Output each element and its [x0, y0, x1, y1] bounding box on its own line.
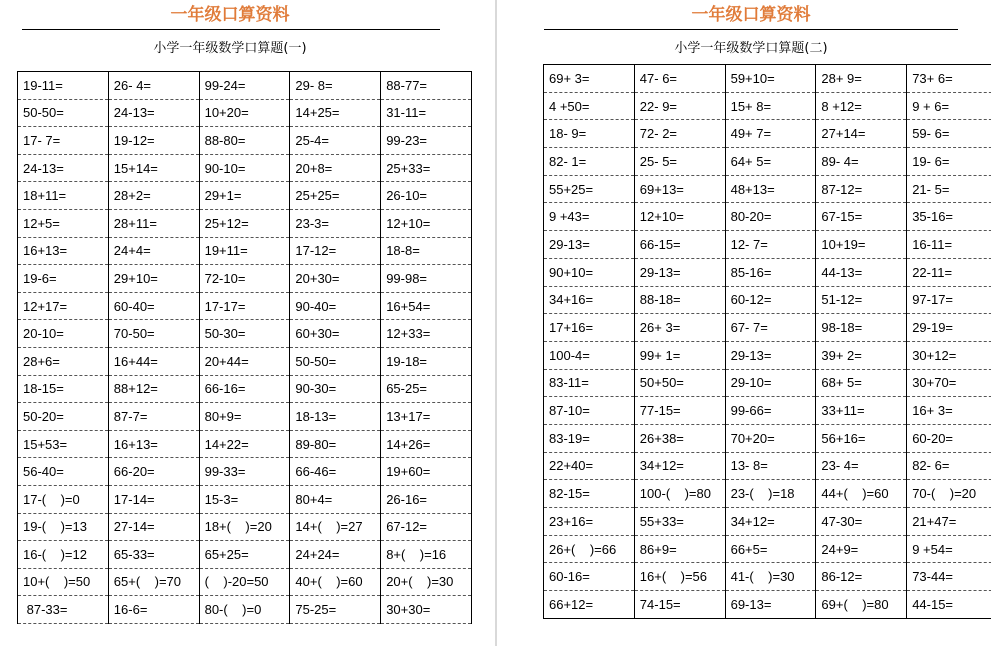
problem-row [544, 231, 991, 259]
problem-cell: 51-12= [816, 286, 907, 314]
problem-cell: 25- 5= [634, 148, 725, 176]
problem-row [18, 513, 472, 541]
worksheet-page-2 [497, 0, 991, 646]
problem-cell: 25+25= [290, 182, 381, 210]
problem-row [544, 563, 991, 591]
problem-cell: 69+ 3= [544, 65, 635, 93]
problem-cell: 66+12= [544, 591, 635, 619]
problem-cell: 34+12= [634, 452, 725, 480]
problem-cell: 87-10= [544, 397, 635, 425]
problem-cell: 16+54= [381, 292, 472, 320]
problem-cell: 21+47= [907, 508, 991, 536]
problem-cell: 23-( )=18 [725, 480, 816, 508]
problem-cell: 17-( )=0 [18, 485, 109, 513]
problem-row [544, 369, 991, 397]
problem-row [18, 347, 472, 375]
problem-cell: 9 +43= [544, 203, 635, 231]
problem-row [544, 65, 991, 93]
problem-cell: 25+33= [381, 154, 472, 182]
problem-cell: 8+( )=16 [381, 541, 472, 569]
problem-row [18, 182, 472, 210]
problem-cell: 20+( )=30 [381, 568, 472, 596]
problem-cell: 98-18= [816, 314, 907, 342]
problem-cell: 88-77= [381, 72, 472, 100]
worksheet-subtitle: 小学一年级数学口算题(二) [674, 41, 828, 56]
problem-cell: 66+5= [725, 535, 816, 563]
problem-row [18, 154, 472, 182]
problem-table [543, 64, 991, 619]
problem-cell: 90-40= [290, 292, 381, 320]
problem-cell: 59+10= [725, 65, 816, 93]
problem-cell: 16+13= [18, 237, 109, 265]
problem-cell: 47-30= [816, 508, 907, 536]
problem-cell: 30+70= [907, 369, 991, 397]
problem-cell: 10+( )=50 [18, 568, 109, 596]
problem-cell: 10+19= [816, 231, 907, 259]
problem-cell: 19-( )=13 [18, 513, 109, 541]
problem-cell: 26-16= [381, 485, 472, 513]
problem-row [18, 458, 472, 486]
problem-cell: 17-12= [290, 237, 381, 265]
problem-row [544, 452, 991, 480]
problem-cell: 14+22= [199, 430, 290, 458]
problem-cell: 29-10= [725, 369, 816, 397]
problem-cell: 50-20= [18, 403, 109, 431]
problem-cell: 100-4= [544, 341, 635, 369]
problem-row [18, 292, 472, 320]
problem-cell: 27-14= [108, 513, 199, 541]
problem-cell: 44-13= [816, 258, 907, 286]
problem-cell: 99-33= [199, 458, 290, 486]
problem-cell: 99-98= [381, 265, 472, 293]
problem-cell: 50-50= [290, 347, 381, 375]
problem-cell: 20+30= [290, 265, 381, 293]
problem-row [18, 127, 472, 155]
problem-row [544, 314, 991, 342]
problem-cell: 99-66= [725, 397, 816, 425]
problem-cell: 64+ 5= [725, 148, 816, 176]
problem-row [18, 72, 472, 100]
problem-row [18, 99, 472, 127]
problem-cell: 19-12= [108, 127, 199, 155]
problem-row [544, 424, 991, 452]
problem-cell: 19- 6= [907, 148, 991, 176]
problem-cell: 60+30= [290, 320, 381, 348]
document-title: 一年级口算资料 [691, 5, 811, 25]
problem-cell: 66-46= [290, 458, 381, 486]
problem-cell: 8 +12= [816, 92, 907, 120]
problem-row [544, 508, 991, 536]
problem-cell: 82- 6= [907, 452, 991, 480]
problem-cell: 16-( )=12 [18, 541, 109, 569]
problem-cell: 50-50= [18, 99, 109, 127]
problem-cell: 20+44= [199, 347, 290, 375]
problem-cell: 19+11= [199, 237, 290, 265]
problem-cell: 66-15= [634, 231, 725, 259]
problem-cell: 47- 6= [634, 65, 725, 93]
problem-cell: 18+( )=20 [199, 513, 290, 541]
document-title: 一年级口算资料 [170, 5, 290, 25]
problem-cell: 90+10= [544, 258, 635, 286]
problem-cell: 17- 7= [18, 127, 109, 155]
problem-row [544, 258, 991, 286]
problem-row [18, 237, 472, 265]
problem-cell: 87-7= [108, 403, 199, 431]
problem-cell: 86+9= [634, 535, 725, 563]
problem-cell: 15+14= [108, 154, 199, 182]
problem-cell: 67-12= [381, 513, 472, 541]
problem-cell: 28+ 9= [816, 65, 907, 93]
problem-cell: 12+10= [381, 209, 472, 237]
problem-cell: 60-16= [544, 563, 635, 591]
problem-cell: 99+ 1= [634, 341, 725, 369]
problem-row [18, 403, 472, 431]
problem-cell: 15-3= [199, 485, 290, 513]
problem-cell: 50+50= [634, 369, 725, 397]
problem-cell: 65-33= [108, 541, 199, 569]
problem-cell: 28+6= [18, 347, 109, 375]
problem-cell: 15+ 8= [725, 92, 816, 120]
problem-cell: 88+12= [108, 375, 199, 403]
problem-row [18, 265, 472, 293]
problem-row [544, 148, 991, 176]
problem-cell: 12+10= [634, 203, 725, 231]
problem-cell: 22- 9= [634, 92, 725, 120]
problem-cell: 82- 1= [544, 148, 635, 176]
problem-row [544, 203, 991, 231]
problem-cell: 40+( )=60 [290, 568, 381, 596]
problem-cell: 16+44= [108, 347, 199, 375]
problem-cell: 24+4= [108, 237, 199, 265]
problem-cell: 12+5= [18, 209, 109, 237]
problem-cell: 49+ 7= [725, 120, 816, 148]
problem-cell: 18-8= [381, 237, 472, 265]
problem-row [544, 397, 991, 425]
problem-cell: 72-10= [199, 265, 290, 293]
problem-cell: 89- 4= [816, 148, 907, 176]
problem-cell: 12- 7= [725, 231, 816, 259]
problem-cell: 14+26= [381, 430, 472, 458]
problem-cell: 20-10= [18, 320, 109, 348]
problem-cell: 14+25= [290, 99, 381, 127]
problem-cell: 19-6= [18, 265, 109, 293]
problem-cell: 83-11= [544, 369, 635, 397]
problem-cell: 80-20= [725, 203, 816, 231]
problem-cell: 16+ 3= [907, 397, 991, 425]
problem-cell: 69+13= [634, 175, 725, 203]
problem-row [544, 120, 991, 148]
problem-cell: 48+13= [725, 175, 816, 203]
problem-cell: 70+20= [725, 424, 816, 452]
problem-cell: 55+25= [544, 175, 635, 203]
problem-row [544, 480, 991, 508]
problem-row [18, 568, 472, 596]
problem-cell: 66-20= [108, 458, 199, 486]
problem-cell: 4 +50= [544, 92, 635, 120]
problem-cell: 67-15= [816, 203, 907, 231]
problem-cell: 44-15= [907, 591, 991, 619]
problem-cell: 18- 9= [544, 120, 635, 148]
problem-cell: 16+( )=56 [634, 563, 725, 591]
problem-cell: 34+16= [544, 286, 635, 314]
problem-cell: 9 + 6= [907, 92, 991, 120]
problem-row [544, 286, 991, 314]
problem-row [18, 541, 472, 569]
problem-cell: 19-11= [18, 72, 109, 100]
problem-cell: 80+4= [290, 485, 381, 513]
problem-cell: 65-25= [381, 375, 472, 403]
problem-cell: 27+14= [816, 120, 907, 148]
problem-cell: 60-12= [725, 286, 816, 314]
problem-cell: 29-13= [544, 231, 635, 259]
problem-cell: 65+( )=70 [108, 568, 199, 596]
problem-cell: 28+2= [108, 182, 199, 210]
problem-row [18, 430, 472, 458]
problem-cell: 15+53= [18, 430, 109, 458]
problem-cell: 85-16= [725, 258, 816, 286]
problem-cell: 68+ 5= [816, 369, 907, 397]
problem-row [18, 485, 472, 513]
problem-cell: 83-19= [544, 424, 635, 452]
problem-cell: 25+12= [199, 209, 290, 237]
problem-cell: 24-13= [108, 99, 199, 127]
problem-cell: 12+17= [18, 292, 109, 320]
problem-cell: 41-( )=30 [725, 563, 816, 591]
problem-cell: 99-24= [199, 72, 290, 100]
problem-cell: 30+30= [381, 596, 472, 624]
problem-cell: 22+40= [544, 452, 635, 480]
problem-cell: 33+11= [816, 397, 907, 425]
problem-cell: 66-16= [199, 375, 290, 403]
problem-cell: 87-12= [816, 175, 907, 203]
problem-cell: 88-18= [634, 286, 725, 314]
problem-cell: 23-3= [290, 209, 381, 237]
problem-cell: 72- 2= [634, 120, 725, 148]
problem-cell: 26+38= [634, 424, 725, 452]
problem-cell: 90-30= [290, 375, 381, 403]
problem-cell: 55+33= [634, 508, 725, 536]
problem-row [544, 92, 991, 120]
problem-cell: 10+20= [199, 99, 290, 127]
problem-cell: 19+60= [381, 458, 472, 486]
problem-row [18, 209, 472, 237]
problem-cell: 34+12= [725, 508, 816, 536]
problem-cell: 65+25= [199, 541, 290, 569]
problem-cell: 59- 6= [907, 120, 991, 148]
problem-cell: 29+1= [199, 182, 290, 210]
problem-cell: 29+10= [108, 265, 199, 293]
problem-cell: 24+9= [816, 535, 907, 563]
problem-cell: 21- 5= [907, 175, 991, 203]
problem-cell: 14+( )=27 [290, 513, 381, 541]
problem-cell: 29- 8= [290, 72, 381, 100]
problem-cell: 60-40= [108, 292, 199, 320]
problem-cell: 73-44= [907, 563, 991, 591]
problem-cell: 29-13= [634, 258, 725, 286]
problem-cell: 25-4= [290, 127, 381, 155]
problem-table [17, 71, 472, 624]
problem-cell: 87-33= [18, 596, 109, 624]
problem-cell: ( )-20=50 [199, 568, 290, 596]
problem-row [544, 341, 991, 369]
problem-cell: 12+33= [381, 320, 472, 348]
problem-cell: 23- 4= [816, 452, 907, 480]
problem-cell: 13+17= [381, 403, 472, 431]
problem-cell: 97-17= [907, 286, 991, 314]
problem-cell: 73+ 6= [907, 65, 991, 93]
problem-cell: 74-15= [634, 591, 725, 619]
problem-cell: 69-13= [725, 591, 816, 619]
problem-cell: 60-20= [907, 424, 991, 452]
problem-cell: 56+16= [816, 424, 907, 452]
problem-cell: 75-25= [290, 596, 381, 624]
title-underline [544, 29, 958, 30]
problem-cell: 82-15= [544, 480, 635, 508]
problem-cell: 26+ 3= [634, 314, 725, 342]
problem-row [18, 596, 472, 624]
problem-row [544, 175, 991, 203]
problem-cell: 30+12= [907, 341, 991, 369]
problem-cell: 9 +54= [907, 535, 991, 563]
problem-cell: 70-50= [108, 320, 199, 348]
problem-cell: 80-( )=0 [199, 596, 290, 624]
problem-cell: 24+24= [290, 541, 381, 569]
problem-cell: 19-18= [381, 347, 472, 375]
problem-cell: 23+16= [544, 508, 635, 536]
problem-cell: 26+( )=66 [544, 535, 635, 563]
problem-cell: 70-( )=20 [907, 480, 991, 508]
problem-cell: 16+13= [108, 430, 199, 458]
problem-cell: 88-80= [199, 127, 290, 155]
problem-cell: 67- 7= [725, 314, 816, 342]
problem-cell: 89-80= [290, 430, 381, 458]
problem-cell: 18-15= [18, 375, 109, 403]
problem-cell: 22-11= [907, 258, 991, 286]
problem-cell: 16-11= [907, 231, 991, 259]
problem-cell: 44+( )=60 [816, 480, 907, 508]
problem-cell: 80+9= [199, 403, 290, 431]
problem-cell: 100-( )=80 [634, 480, 725, 508]
title-underline [22, 29, 440, 30]
problem-row [18, 375, 472, 403]
problem-cell: 17-14= [108, 485, 199, 513]
problem-cell: 90-10= [199, 154, 290, 182]
problem-cell: 13- 8= [725, 452, 816, 480]
problem-cell: 86-12= [816, 563, 907, 591]
problem-cell: 17+16= [544, 314, 635, 342]
worksheet-subtitle: 小学一年级数学口算题(一) [153, 41, 307, 56]
problem-cell: 18-13= [290, 403, 381, 431]
problem-cell: 26-10= [381, 182, 472, 210]
problem-cell: 17-17= [199, 292, 290, 320]
worksheet-page-1 [0, 0, 495, 646]
problem-cell: 29-13= [725, 341, 816, 369]
problem-cell: 39+ 2= [816, 341, 907, 369]
problem-row [18, 320, 472, 348]
problem-cell: 28+11= [108, 209, 199, 237]
problem-cell: 26- 4= [108, 72, 199, 100]
problem-cell: 35-16= [907, 203, 991, 231]
problem-cell: 99-23= [381, 127, 472, 155]
problem-row [544, 535, 991, 563]
problem-cell: 77-15= [634, 397, 725, 425]
problem-cell: 31-11= [381, 99, 472, 127]
problem-cell: 29-19= [907, 314, 991, 342]
problem-row [544, 591, 991, 619]
problem-cell: 56-40= [18, 458, 109, 486]
problem-cell: 24-13= [18, 154, 109, 182]
problem-cell: 20+8= [290, 154, 381, 182]
problem-cell: 18+11= [18, 182, 109, 210]
problem-cell: 16-6= [108, 596, 199, 624]
problem-cell: 69+( )=80 [816, 591, 907, 619]
problem-cell: 50-30= [199, 320, 290, 348]
